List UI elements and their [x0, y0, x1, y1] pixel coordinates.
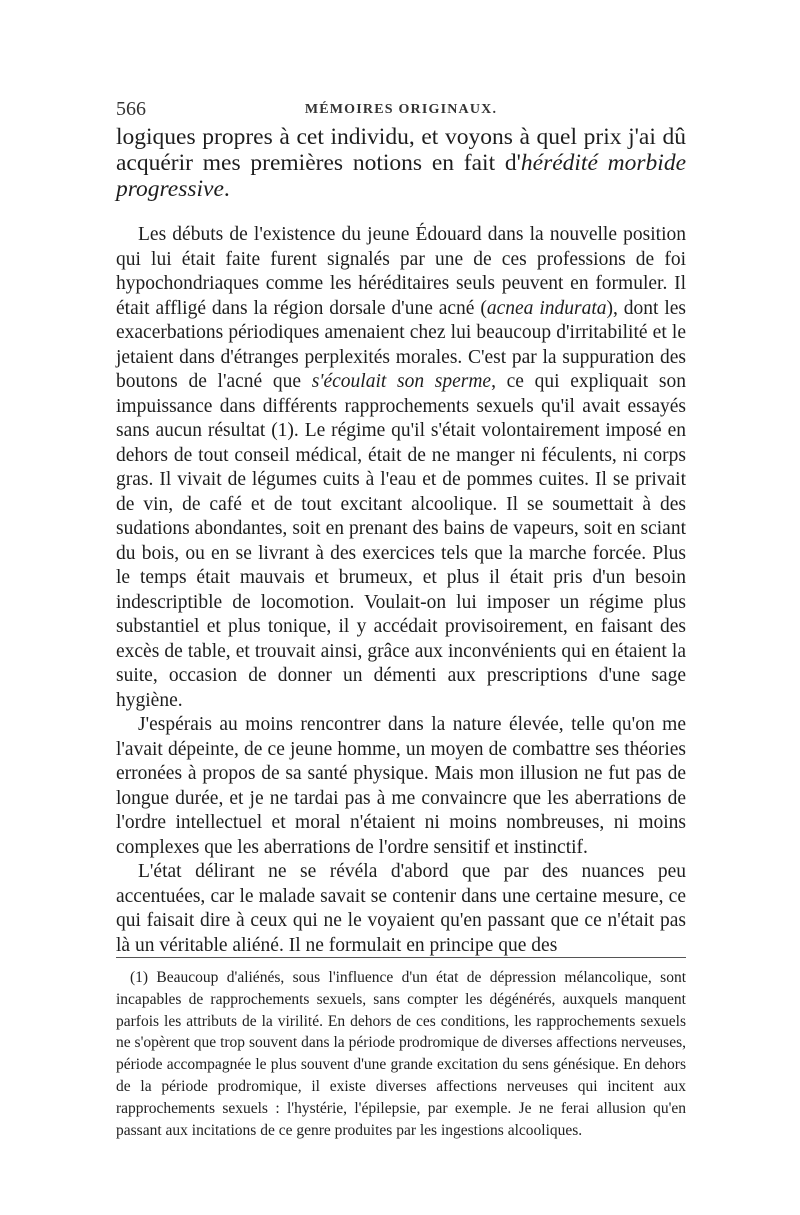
paragraph-2: J'espérais au moins rencontrer dans la nature élevée, telle qu'on me l'avait dépeinte, de ce jeune homme, un moyen de combattre ses théories erronées à propos de sa santé physique. Mais mon illusion ne fut pas de longue durée, et je ne tardai pas à me convaincre que les aberrations de l'ordre intellectuel et moral n'étaient ni moins nombreuses, ni moins complexes que les aberrations de l'ordre sensitif et instinctif. — [116, 714, 686, 858]
italic-term-acnea: acnea indurata — [486, 297, 607, 319]
lead-italic-term: hérédité morbide progressive — [116, 150, 686, 202]
page-number: 566 — [116, 98, 146, 120]
running-title: MÉMOIRES ORIGINAUX. — [304, 102, 498, 117]
footnote-1: (1) Beaucoup d'aliénés, sous l'influence d'un état de dépression mélancolique, sont incapables de rapprochements sexuels, sans compter les dégénérés, auxquels manquent parfois les attributs de la virilité. En dehors de ces conditions, les rapprochements sexuels ne s'opèrent que trop souvent dans la période prodromique de diverses affections nerveuses, période accompagnée le plus souvent d'une grande excitation du sens génésique. En dehors de la période prodromique, il existe diverses affections nerveuses qui incitent aux rapprochements sexuels : l'hystérie, l'épilepsie, par exemple. Je ne ferai allusion qu'en passant aux incitations de ce genre produites par les ingestions alcooliques. — [116, 969, 686, 1139]
running-header — [116, 98, 686, 122]
paragraph-1-part-c: ), dont les exacerbations périodiques amenaient chez lui beaucoup d'irritabilité et le jetaient dans d'étranges perplexités morales. C'est par la suppuration des boutons de l'acné que — [116, 297, 686, 392]
paragraph-3: L'état délirant ne se révéla d'abord que par des nuances peu accentuées, car le malade savait se contenir dans une certaine mesure, ce qui faisait dire à ceux qui ne le voyaient qu'en passant que ce n'était pas là un véritable aliéné. Il ne formulait en principe que des — [116, 861, 686, 956]
paragraph-1-part-e: , ce qui expliquait son impuissance dans différents rapprochements sexuels qu'il avait essayés sans aucun résultat (1). Le régime qu'il s'était volontairement imposé en dehors de tout conseil médical, était de ne manger ni féculents, ni corps gras. Il vivait de légumes cuits à l'eau et de pommes cuites. Il se privait de vin, de café et de tout excitant alcoolique. Il se soumettait à des sudations abondantes, soit en prenant des bains de vapeurs, soit en sciant du bois, ou en se livrant à des exercices tels que la marche forcée. Plus le temps était mauvais et brumeux, et plus il était pris d'un besoin indescriptible de locomotion. Voulait-on lui imposer un régime plus substantiel et plus tonique, il y accédait provisoirement, en faisant des excès de table, et trouvait ainsi, grâce aux inconvénients qui en étaient la suite, occasion de donner un démenti aux prescriptions d'une sage hygiène. — [116, 371, 686, 711]
continuation-text — [116, 124, 686, 202]
body-text — [116, 223, 686, 958]
paragraph-1-part-a: Les débuts de l'existence du jeune Édouard dans la nouvelle position qui lui était faite furent signalés par une de ces professions de foi hypochondriaques comme les héréditaires seuls peuvent en formuler. Il était affligé dans la région dorsale d'une acné ( — [116, 224, 686, 319]
paragraph-1 — [116, 223, 686, 713]
footnote-separator — [116, 957, 686, 958]
lead-text-start: logiques propres à cet individu, et voyons à quel prix j'ai dû acquérir mes premières notions en fait d' — [116, 124, 686, 176]
footnote — [116, 967, 686, 1141]
italic-phrase-sperme: s'écoulait son sperme — [311, 371, 492, 392]
lead-text-end: . — [223, 176, 230, 202]
